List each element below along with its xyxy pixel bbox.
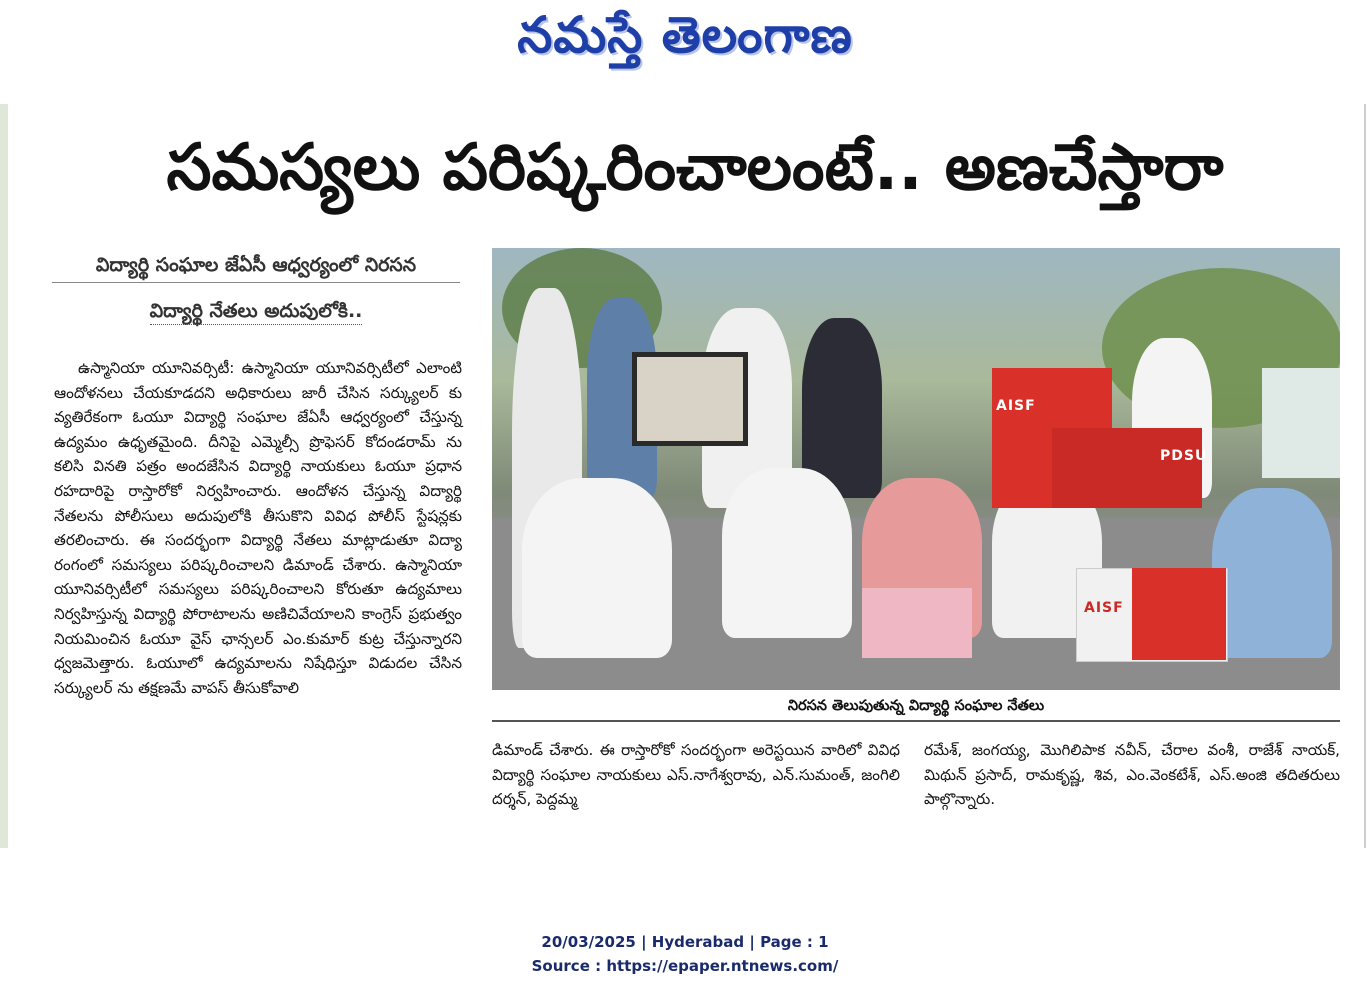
photo-pink-banner [862,588,972,658]
footer-date-line: 20/03/2025 | Hyderabad | Page : 1 [541,933,829,951]
photo-flag-label: PDSU [1160,448,1208,464]
news-photo [492,248,1340,690]
right-margin-rule [1364,104,1366,848]
subheadline-1: విద్యార్థి సంఘాల జేఏసీ ఆధ్వర్యంలో నిరసన [52,248,460,283]
body-paragraph: ఉస్మానియా యూనివర్సిటీ: ఉస్మానియా యూనివర్సిటీలో ఎలాంటి ఆందోళనలు చేయకూడదని అధికారులు జారీ చేసిన సర్క్యులర్ కు వ్యతిరేకంగా ఓయూ విద్యార్థి సంఘాల జేఏసీ ఆధ్వర్యంలో చేస్తున్న ఉద్యమం ఉధృతమైంది. దీనిపై ఎమ్మెల్సీ ప్రొఫెసర్ కోదండరామ్ ను కలిసి వినతి పత్రం అందజేసిన విద్యార్థి నాయకులు ఓయూ ప్రధాన రహదారిపై రాస్తారోకో నిర్వహించారు. ఆందోళన చేస్తున్న విద్యార్థి నేతలను పోలీసులు అదుపులోకి తీసుకొని వివిధ పోలీస్ స్టేషన్లకు తరలించారు. ఈ సందర్భంగా విద్యార్థి నేతలు మాట్లాడుతూ విద్యా రంగంలో సమస్యలు పరిష్కరించాలని డిమాండ్ చేశారు. ఉస్మానియా యూనివర్సిటీలో సమస్యలు పరిష్కరించాలని కోరుతూ ఉద్యమాలు నిర్వహిస్తున్న విద్యార్థి పోరాటాలను అణిచివేయాలని కాంగ్రెస్ ప్రభుత్వం నియమించిన ఓయూ వైస్ ఛాన్సలర్ ఎం.కుమార్ కుట్ర చేస్తున్నారని ధ్వజమెత్తారు. ఓయూలో ఉద్యమాలను నిషేధిస్తూ విడుదల చేసిన సర్క్యులర్ ను తక్షణమే వాపస్ తీసుకోవాలి [54,359,462,697]
masthead [0,0,1370,80]
left-margin-rule [0,104,8,848]
photo-banner-white [1262,368,1340,478]
article-body-column-1 [54,356,462,700]
article-headline: సమస్యలు పరిష్కరించాలంటే.. అణచేస్తారా [166,131,1224,205]
photo-caption: నిరసన తెలుపుతున్న విద్యార్థి సంఘాల నేతలు [492,692,1340,722]
footer-source-line: Source : https://epaper.ntnews.com/ [531,957,839,975]
photo-flag-label: AISF [996,398,1036,414]
body-paragraph: డిమాండ్ చేశారు. ఈ రాస్తారోకో సందర్భంగా అరెస్టయిన వారిలో వివిధ విద్యార్థి సంఘాల నాయకులు ఎస్.నాగేశ్వరావు, ఎన్.సుమంత్, జంగిలి దర్శన్, పెద్దమ్మ [492,741,900,809]
article-body-column-3 [924,738,1340,812]
framed-portrait [632,352,748,446]
photo-person-seated [1212,488,1332,658]
photo-flag [1052,428,1202,508]
body-paragraph: రమేశ్, జంగయ్య, మొగిలిపాక నవీన్, చేరాల వంశీ, రాజేశ్ నాయక్, మిథున్ ప్రసాద్, రామకృష్ణ, శివ, ఎం.వెంకటేశ్, ఎస్.అంజి తదితరులు పాల్గొన్నారు. [924,741,1340,809]
subheadline-2 [52,292,460,330]
page-footer [0,930,1370,978]
photo-person-seated [722,468,852,638]
newspaper-logo: నమస్తే తెలంగాణ [517,6,853,64]
photo-person-seated [522,478,672,658]
article-body-column-2 [492,738,900,812]
subheadline-2-text: విద్యార్థి నేతలు అదుపులోకి.. [150,300,363,325]
photo-flag [1132,568,1226,660]
photo-flag-label: AISF [1084,600,1124,616]
